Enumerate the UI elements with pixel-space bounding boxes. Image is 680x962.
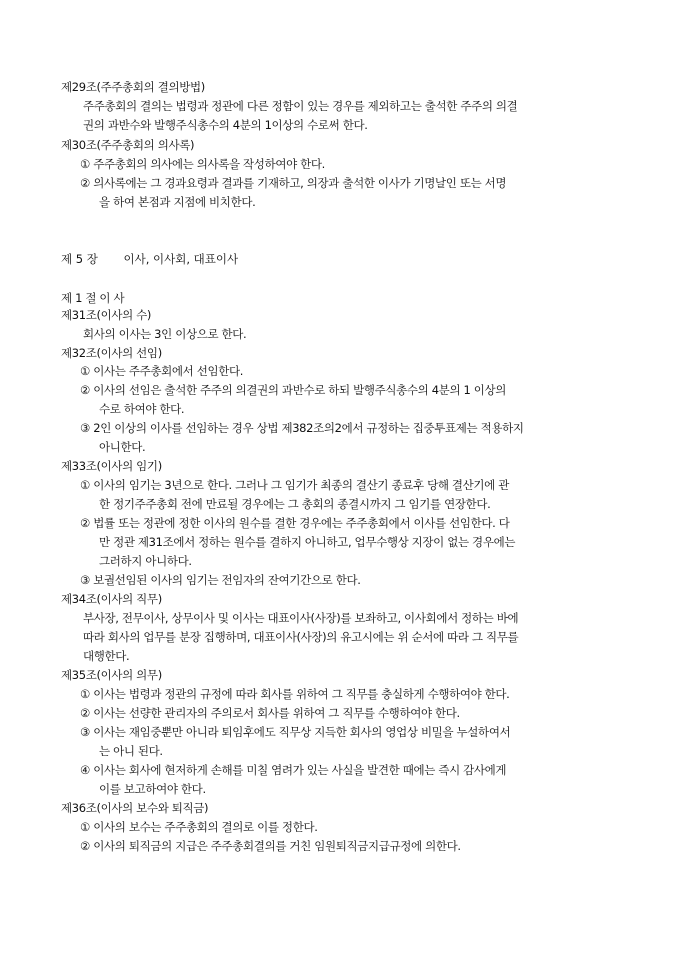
article-34-paragraph-cont: 대행한다. [83, 649, 130, 663]
article-33-heading: 제33조(이사의 임기) [61, 459, 162, 473]
article-35-item-4-cont: 이를 보고하여야 한다. [99, 782, 206, 796]
chapter-heading [61, 251, 238, 267]
article-30-item-2: ② 의사록에는 그 경과요령과 결과를 기재하고, 의장과 출석한 이사가 기명날인 또는 서명 [80, 176, 507, 190]
article-31-paragraph: 회사의 이사는 3인 이상으로 한다. [83, 327, 247, 341]
article-34-heading: 제34조(이사의 직무) [61, 592, 162, 606]
section-heading: 제 1 절 이 사 [61, 291, 125, 305]
chapter-number: 제 5 장 [61, 252, 98, 266]
article-35-item-3: ③ 이사는 재임중뿐만 아니라 퇴임후에도 직무상 지득한 회사의 영업상 비밀을 누설하여서 [80, 725, 511, 739]
article-35-item-2: ② 이사는 선량한 관리자의 주의로서 회사를 위하여 그 직무를 수행하여야 한다. [80, 706, 460, 720]
article-29-paragraph-cont: 권의 과반수와 발행주식총수의 4분의 1이상의 수로써 한다. [83, 118, 368, 132]
article-32-item-3: ③ 2인 이상의 이사를 선임하는 경우 상법 제382조의2에서 규정하는 집중투표제는 적용하지 [80, 421, 524, 435]
article-35-item-3-cont: 는 아니 된다. [99, 744, 163, 758]
article-33-item-2: ② 법률 또는 정관에 정한 이사의 원수를 결한 경우에는 주주총회에서 이사를 선임한다. 다 [80, 516, 510, 530]
article-31-heading: 제31조(이사의 수) [61, 308, 152, 322]
article-33-item-2-cont: 만 정관 제31조에서 정하는 원수를 결하지 아니하고, 업무수행상 지장이 없는 경우에는 [99, 535, 516, 549]
article-32-item-3-cont: 아니한다. [99, 440, 146, 454]
article-29-heading: 제29조(주주총회의 결의방법) [61, 80, 205, 94]
article-30-heading: 제30조(주주총회의 의사록) [61, 138, 195, 152]
article-32-item-2-cont: 수로 하여야 한다. [99, 402, 185, 416]
article-33-item-1-cont: 한 정기주주총회 전에 만료될 경우에는 그 총회의 종결시까지 그 임기를 연장한다. [99, 497, 491, 511]
chapter-title: 이사, 이사회, 대표이사 [123, 252, 239, 266]
article-30-item-1: ① 주주총회의 의사에는 의사록을 작성하여야 한다. [80, 157, 325, 171]
article-29-paragraph: 주주총회의 결의는 법령과 정관에 다른 정함이 있는 경우를 제외하고는 출석한 주주의 의결 [83, 99, 518, 113]
article-32-item-2: ② 이사의 선임은 출석한 주주의 의결권의 과반수로 하되 발행주식총수의 4분의 1 이상의 [80, 383, 507, 397]
article-34-paragraph: 부사장, 전무이사, 상무이사 및 이사는 대표이사(사장)를 보좌하고, 이사회에서 정하는 바에 [83, 611, 519, 625]
article-35-item-4: ④ 이사는 회사에 현저하게 손해를 미칠 염려가 있는 사실을 발견한 때에는 즉시 감사에게 [80, 763, 507, 777]
article-33-item-1: ① 이사의 임기는 3년으로 한다. 그러나 그 임기가 최종의 결산기 종료후 당해 결산기에 관 [80, 478, 510, 492]
article-33-item-3: ③ 보궐선임된 이사의 임기는 전임자의 잔여기간으로 한다. [80, 573, 361, 587]
article-35-heading: 제35조(이사의 의무) [61, 668, 162, 682]
article-36-heading: 제36조(이사의 보수와 퇴직금) [61, 801, 209, 815]
article-34-paragraph-cont: 따라 회사의 업무를 분장 집행하며, 대표이사(사장)의 유고시에는 위 순서에 따라 그 직무를 [83, 630, 519, 644]
article-33-item-2-cont: 그러하지 아니하다. [99, 554, 192, 568]
article-35-item-1: ① 이사는 법령과 정관의 규정에 따라 회사를 위하여 그 직무를 충실하게 수행하여야 한다. [80, 687, 510, 701]
article-36-item-1: ① 이사의 보수는 주주총회의 결의로 이를 정한다. [80, 820, 318, 834]
article-30-item-2-cont: 을 하여 본점과 지점에 비치한다. [99, 195, 256, 209]
article-32-heading: 제32조(이사의 선임) [61, 346, 162, 360]
article-36-item-2: ② 이사의 퇴직금의 지급은 주주총회결의를 거친 임원퇴직금지급규정에 의한다. [80, 839, 461, 853]
article-32-item-1: ① 이사는 주주총회에서 선임한다. [80, 364, 244, 378]
